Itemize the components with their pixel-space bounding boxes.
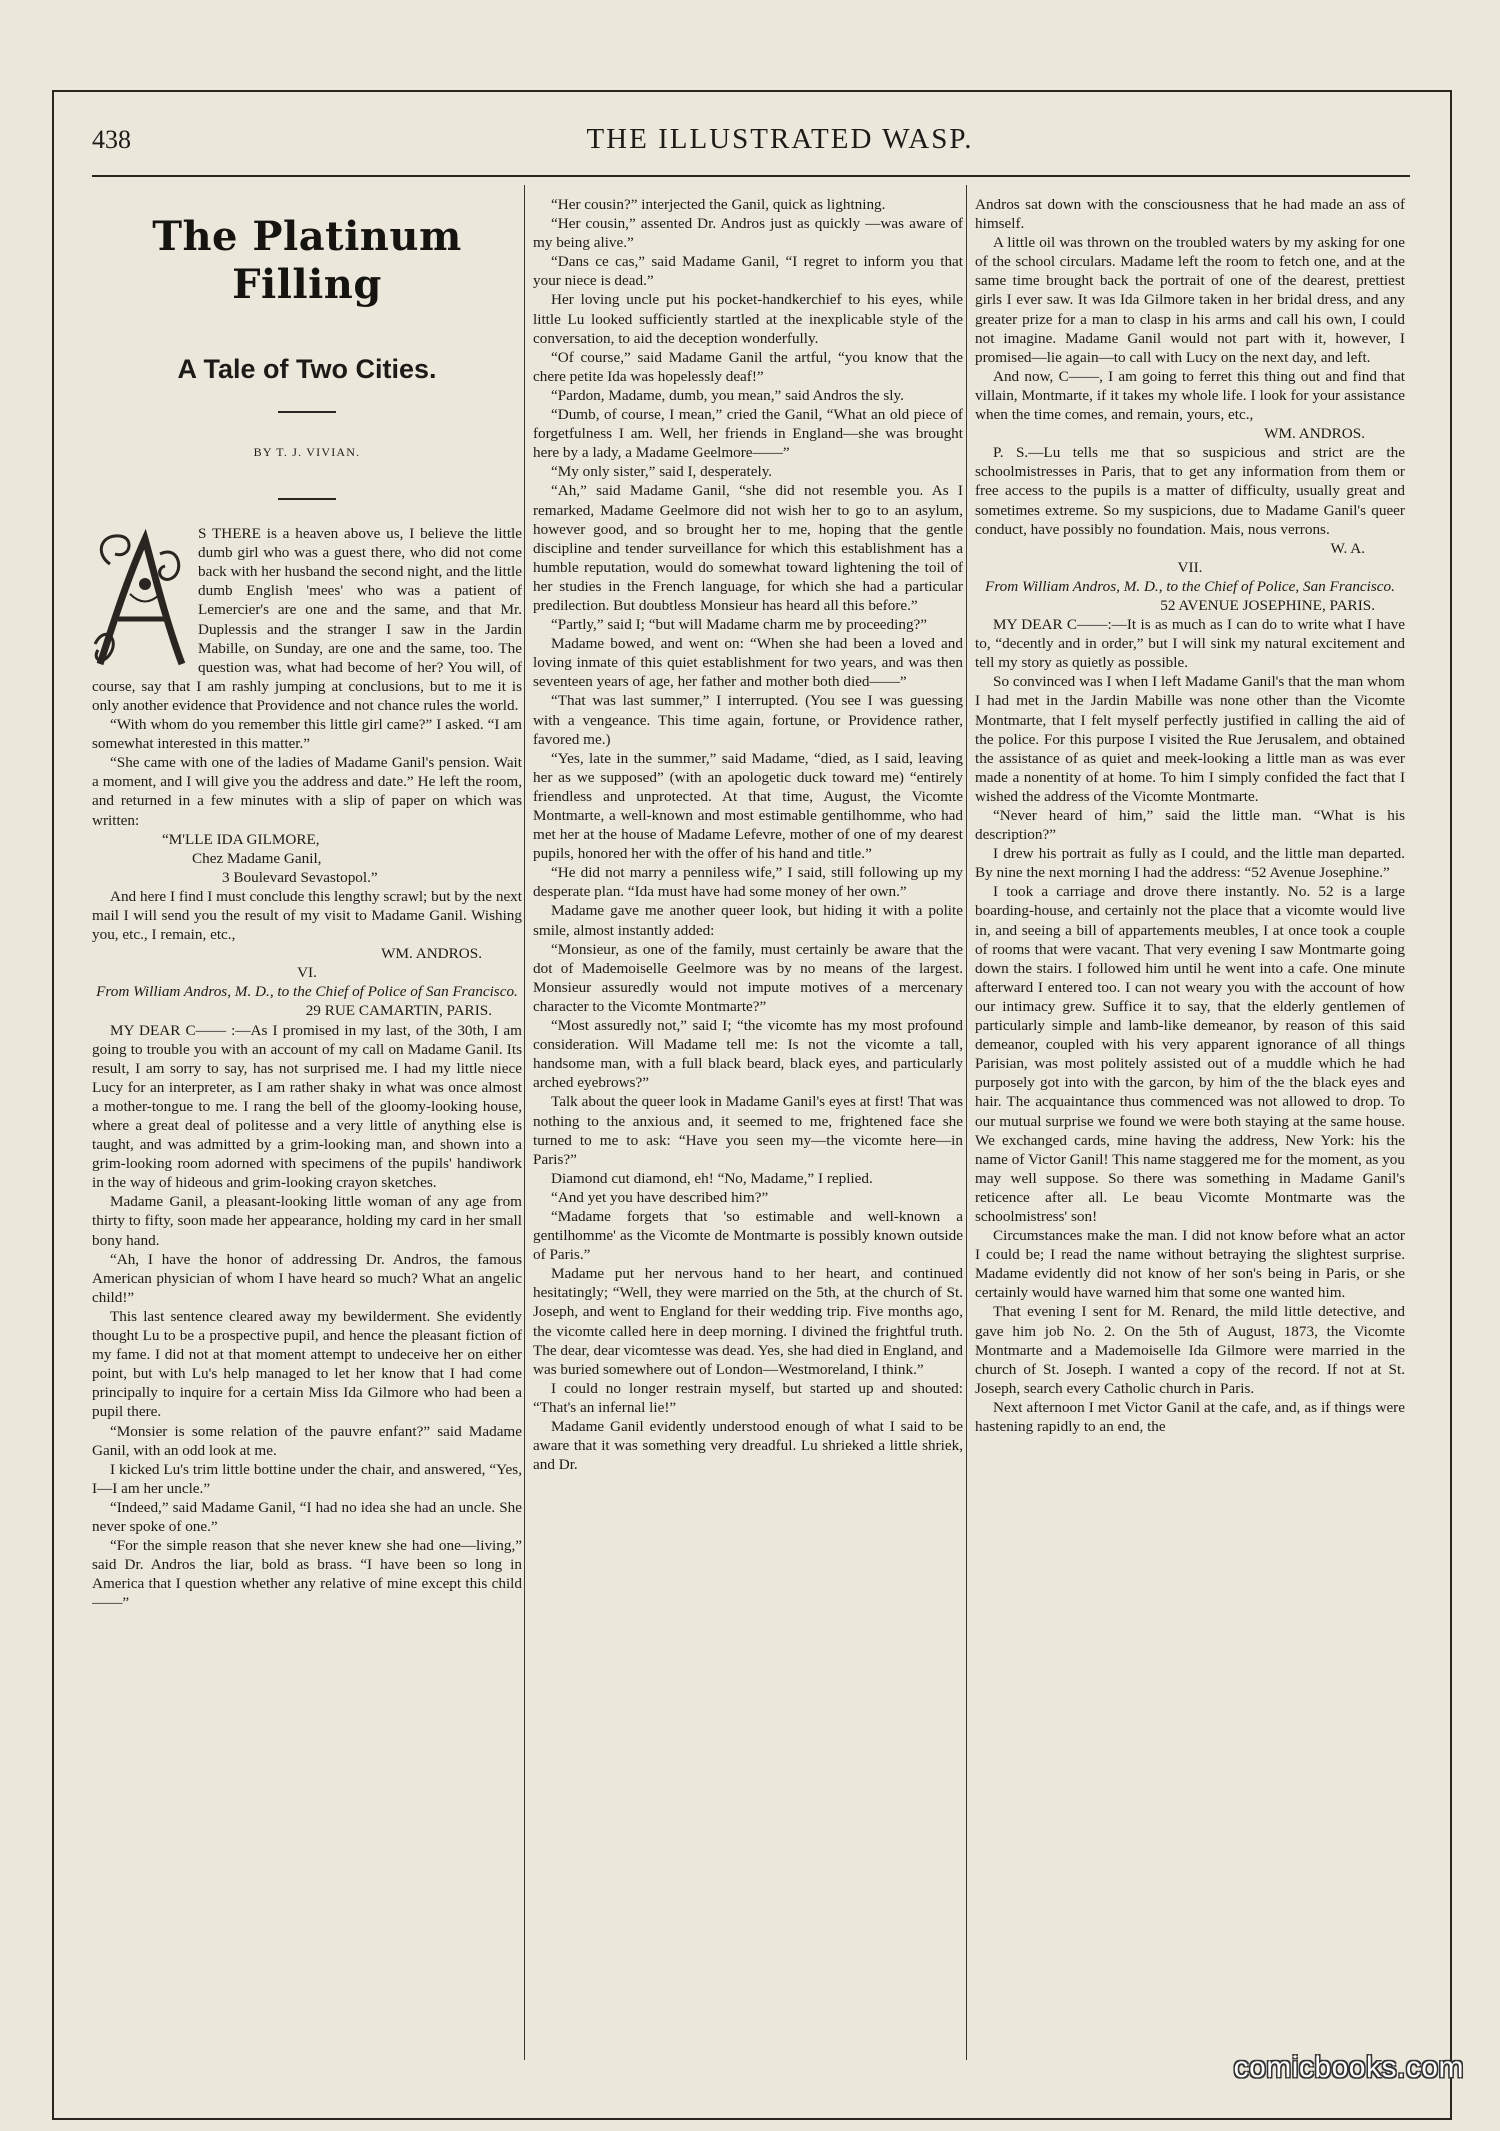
paragraph: I took a carriage and drove there instantly. No. 52 is a large boarding-house, and certainly not the place that a vicomte would live in, and seeing a bill of appartements meubles, I at once took a couple of rooms that were vacant. That very evening I saw Montmarte going down the stairs. I followed him until he went into a cafe. One minute afterward I entered too. I can not weary you with the account of how our intimacy grew. Suffice it to say, that the elderly gentlemen of particularly simple and lamb-like demeanor, by reason of this said demeanor, coupled with his very apparent ignorance of all things Parisian, was most politely assisted out of a muddle which he had purposely got into with the garcon, by him of the the black eyes and hair. The acquaintance thus commenced was not allowed to drop. To our mutual surprise we found we were both staying at the same house. We exchanged cards, mine having the address, New York: his the name of Victor Ganil! This name staggered me for the moment, as you may well suppose. So there was something in Madame Ganil's reticence after all. Le beau Vicomte Montmarte was the schoolmistress' son! [975,883,1405,1225]
paragraph: “Yes, late in the summer,” said Madame, “died, as I said, leaving her as we supposed” (with an apologetic duck toward me) “entirely friendless and unprotected. At that time, August, the Vicomte Montmarte, a well-known and most estimable gentilhomme, who had met her at the house of Madame Lefevre, mother of one of my dearest pupils, honored her with the offer of his hand and title.” [533,749,963,863]
paragraph: MY DEAR C—— :—As I promised in my last, of the 30th, I am going to trouble you with an account of my call on Madame Ganil. Its result, I am sorry to say, has not surprised me. I had my little niece Lucy for an interpreter, as I am rather shaky in what was once almost a mother-tongue to me. I rang the bell of the gloomy-looking house, where a great deal of politesse and a very little of anything else is taught, and was admitted by a grim-looking man, and shown into a grim-looking room adorned with specimens of the pupils' handiwork in the way of hideous and grim-looking crayon sketches. [92,1021,522,1192]
letter-address: 52 AVENUE JOSEPHINE, PARIS. [1160,596,1375,614]
paragraph: A little oil was thrown on the troubled waters by my asking for one of the school circulars. Madame left the room to fetch one, and at the same time brought back the portrait of one of the dearest, prettiest girls I ever saw. It was Ida Gilmore taken in her bridal dress, and any greater prize for a man to clasp in his arms and call his own, I could not imagine. Madame Ganil would not part with it, however, I promised—lie again—to call with Lucy on the next day, and left. [975,234,1405,366]
paragraph: So convinced was I when I left Madame Ganil's that the man whom I had met in the Jardin Mabille was none other than the Vicomte Montmarte, that I felt myself perfectly justified in calling the aid of the police. For this purpose I visited the Rue Jerusalem, and obtained the assistance of as quiet and meek-looking a little man as was ever made a nonentity of at home. To him I simply confided the fact that I wished the address of the Vicomte Montmarte. [975,673,1405,805]
column-1 [92,195,522,2060]
paragraph: “My only sister,” said I, desperately. [551,463,773,481]
section-number: VI. [297,964,317,982]
letter-heading: From William Andros, M. D., to the Chief of Police of San Francisco. [96,983,518,1001]
signature: WM. ANDROS. [381,945,482,963]
byline: BY T. J. VIVIAN. [253,445,361,459]
address-line: 3 Boulevard Sevastopol.” [222,868,378,886]
paragraph: Next afternoon I met Victor Ganil at the cafe, and, as if things were hastening rapidly to an end, the [975,1398,1405,1435]
paragraph: “Her cousin,” assented Dr. Andros just as quickly —was aware of my being alive.” [533,215,963,252]
paragraph: “She came with one of the ladies of Madame Ganil's pension. Wait a moment, and I will give you the address and date.” He left the room, and returned in a few minutes with a slip of paper on which was written: [92,754,522,829]
paragraph: “Dumb, of course, I mean,” cried the Ganil, “What an old piece of forgetfulness I am. Well, her friends in England—she was brought here by a lady, a Madame Geelmore——” [533,406,963,462]
title-block [92,213,522,500]
paragraph: “Ah, I have the honor of addressing Dr. Andros, the famous American physician of whom I have heard so much? What an angelic child!” [92,1250,522,1306]
column-3 [975,195,1405,2060]
paragraph: “For the simple reason that she never knew she had one—living,” said Dr. Andros the liar, bold as brass. “I have been so long in America that I question whether any relative of mine except this child——” [92,1537,522,1612]
paragraph: And now, C——, I am going to ferret this thing out and find that villain, Montmarte, if it takes my whole life. I look for your assistance when the time comes, and remain, yours, etc., [975,367,1405,424]
paragraph: “That was last summer,” I interrupted. (You see I was guessing with a vengeance. This time again, fortune, or Providence rather, favored me.) [533,692,963,748]
paragraph: Circumstances make the man. I did not know before what an actor I could be; I read the name without betraying the slightest surprise. Madame evidently did not know of her son's being in Paris, or she certainly would have warned him that some one wanted him. [975,1227,1405,1302]
paragraph: That evening I sent for M. Renard, the mild little detective, and gave him job No. 2. On the 5th of August, 1873, the Vicomte Montmarte and a Mademoiselle Ida Gilmore were married in the church of St. Joseph. I wanted a copy of the record. If not at St. Joseph, search every Catholic church in Paris. [975,1303,1405,1397]
paragraph: “Madame forgets that 'so estimable and well-known a gentilhomme' as the Vicomte de Montmarte is possibly known outside of Paris.” [533,1207,963,1264]
header-rule [92,175,1410,177]
column-rule-1 [524,185,525,2060]
paragraph: “Her cousin?” interjected the Ganil, quick as lightning. [551,196,886,213]
paragraph: Madame put her nervous hand to her heart, and continued hesitatingly; “Well, they were married on the 5th, at the church of St. Joseph, and went to England for their wedding trip. Five months ago, the vicomte called here in deep morning. I divined the frightful truth. The dear, dear vicomtesse was dead. Yes, she had died in England, and was buried somewhere out of London—Westmoreland, I think.” [533,1265,963,1378]
paragraph: Madame bowed, and went on: “When she had been a loved and loving inmate of this quiet establishment for two years, and was then seventeen years of age, her father and mother both died——” [533,635,963,691]
signature: W. A. [1330,539,1365,557]
paragraph: “Never heard of him,” said the little man. “What is his description?” [975,807,1405,844]
column-2 [533,195,963,2060]
paragraph: Her loving uncle put his pocket-handkerchief to his eyes, while little Lu looked sufficiently startled at the inexplicable style of the conversation, to aid the deception wonderfully. [533,291,963,347]
title-rule [278,411,336,413]
paragraph: “He did not marry a penniless wife,” I said, still following up my desperate plan. “Ida must have had some money of her own.” [533,864,963,901]
byline-rule [278,498,336,500]
paragraph: S THERE is a heaven above us, I believe the little dumb girl who was a guest there, who did not come back with her husband the second night, and the little dumb English 'mees' who was a patient of Lemercier's are one and the same, and that Mr. Duplessis and the stranger I saw in the Jardin Mabille, on Sunday, are one and the same, too. The question was, what had become of her? You will, of course, say that I am rashly jumping at conclusions, but to me it is only another evidence that Providence and not chance rules the world. [92,525,522,714]
paragraph: Madame Ganil evidently understood enough of what I said to be aware that it was something very dreadful. Lu shrieked a little shriek, and Dr. [533,1418,963,1474]
paragraph: This last sentence cleared away my bewilderment. She evidently thought Lu to be a prospective pupil, and hence the pleasant fiction of my fame. I did not at that moment attempt to undeceive her on either point, but with Lu's help managed to let her know that I had come principally to inquire for a certain Miss Ida Gilmore who had been a pupil there. [92,1307,522,1421]
paragraph: I could no longer restrain myself, but started up and shouted: “That's an infernal lie!” [533,1379,963,1416]
paragraph: Madame Ganil, a pleasant-looking little woman of any age from thirty to fifty, soon made her appearance, holding my card in her small bony hand. [92,1193,522,1249]
paragraph: “Most assuredly not,” said I; “the vicomte has my most profound consideration. Will Madame tell me: Is not the vicomte a tall, handsome man, with a full black beard, black eyes, and particularly arched eyebrows?” [533,1017,963,1092]
paragraph: And here I find I must conclude this lengthy scrawl; but by the next mail I will send you the result of my visit to Madame Ganil. Wishing you, etc., I remain, etc., [92,887,522,944]
paragraph: “Ah,” said Madame Ganil, “she did not resemble you. As I remarked, Madame Geelmore did not wish her to go to an asylum, however good, and so brought her to me, hoping that the gentle discipline and tender surveillance for which this establishment has a humble reputation, would do somewhat toward lightening the toil of her studies in the French language, for which she had a particular predilection. But doubtless Monsieur has heard all this before.” [533,482,963,614]
paragraph: “With whom do you remember this little girl came?” I asked. “I am somewhat interested in this matter.” [92,716,522,753]
letter-heading: From William Andros, M. D., to the Chief of Police, San Francisco. [985,577,1395,595]
paragraph: I drew his portrait as fully as I could, and the little man departed. By nine the next morning I had the address: “52 Avenue Josephine.” [975,845,1405,882]
paragraph: “Partly,” said I; “but will Madame charm me by proceeding?” [551,616,928,634]
paragraph: MY DEAR C——:—It is as much as I can do to write what I have to, “decently and in order,” but I will sink my natural excitement and tell my story as quietly as possible. [975,616,1405,672]
paragraph: “Of course,” said Madame Ganil the artful, “you know that the chere petite Ida was hopelessly deaf!” [533,348,963,385]
paragraph: “Indeed,” said Madame Ganil, “I had no idea she had an uncle. She never spoke of one.” [92,1498,522,1535]
address-line: Chez Madame Ganil, [192,849,322,867]
signature: WM. ANDROS. [1264,425,1365,443]
section-number: VII. [1177,558,1203,576]
address-line: “M'LLE IDA GILMORE, [162,830,320,848]
letter-address: 29 RUE CAMARTIN, PARIS. [305,1002,492,1020]
drop-cap-ornament [92,524,190,674]
paragraph: “Pardon, Madame, dumb, you mean,” said Andros the sly. [551,386,904,404]
paragraph: I kicked Lu's trim little bottine under the chair, and answered, “Yes, I—I am her uncle.” [92,1460,522,1497]
drop-cap-flourish-icon [92,524,190,674]
paragraph: Andros sat down with the consciousness that he had made an ass of himself. [975,196,1405,233]
page-number: 438 [92,125,131,154]
running-title: THE ILLUSTRATED WASP. [586,123,974,155]
paragraph: P. S.—Lu tells me that so suspicious and strict are the schoolmistresses in Paris, that to get any information from them or free access to the pupils is a matter of difficulty, usually great and sometimes extreme. So my suspicions, due to Madame Ganil's queer conduct, have possibly no foundation. Mais, nous verrons. [975,444,1405,538]
watermark: comicbooks.com [1233,2051,1464,2084]
story-subtitle: A Tale of Two Cities. [177,354,437,384]
paragraph: “And yet you have described him?” [551,1188,769,1206]
paragraph: “Monsier is some relation of the pauvre enfant?” said Madame Ganil, with an odd look at me. [92,1422,522,1459]
paragraph: Diamond cut diamond, eh! “No, Madame,” I replied. [551,1169,873,1187]
paragraph: “Dans ce cas,” said Madame Ganil, “I regret to inform you that your niece is dead.” [533,253,963,290]
column-rule-2 [966,185,967,2060]
paragraph: Madame gave me another queer look, but hiding it with a polite smile, almost instantly added: [533,902,963,939]
story-title: The Platinum Filling [152,213,462,308]
paragraph: “Monsieur, as one of the family, must certainly be aware that the dot of Mademoiselle Geelmore was by no means of the largest. Monsieur assuredly would not impute motives of a mercenary character to the Vicomte Montmarte?” [533,940,963,1015]
paragraph: Talk about the queer look in Madame Ganil's eyes at first! That was nothing to the anxious and, it seemed to me, frightened face she turned to me to ask: “Have you seen my—the vicomte here—in Paris?” [533,1093,963,1168]
